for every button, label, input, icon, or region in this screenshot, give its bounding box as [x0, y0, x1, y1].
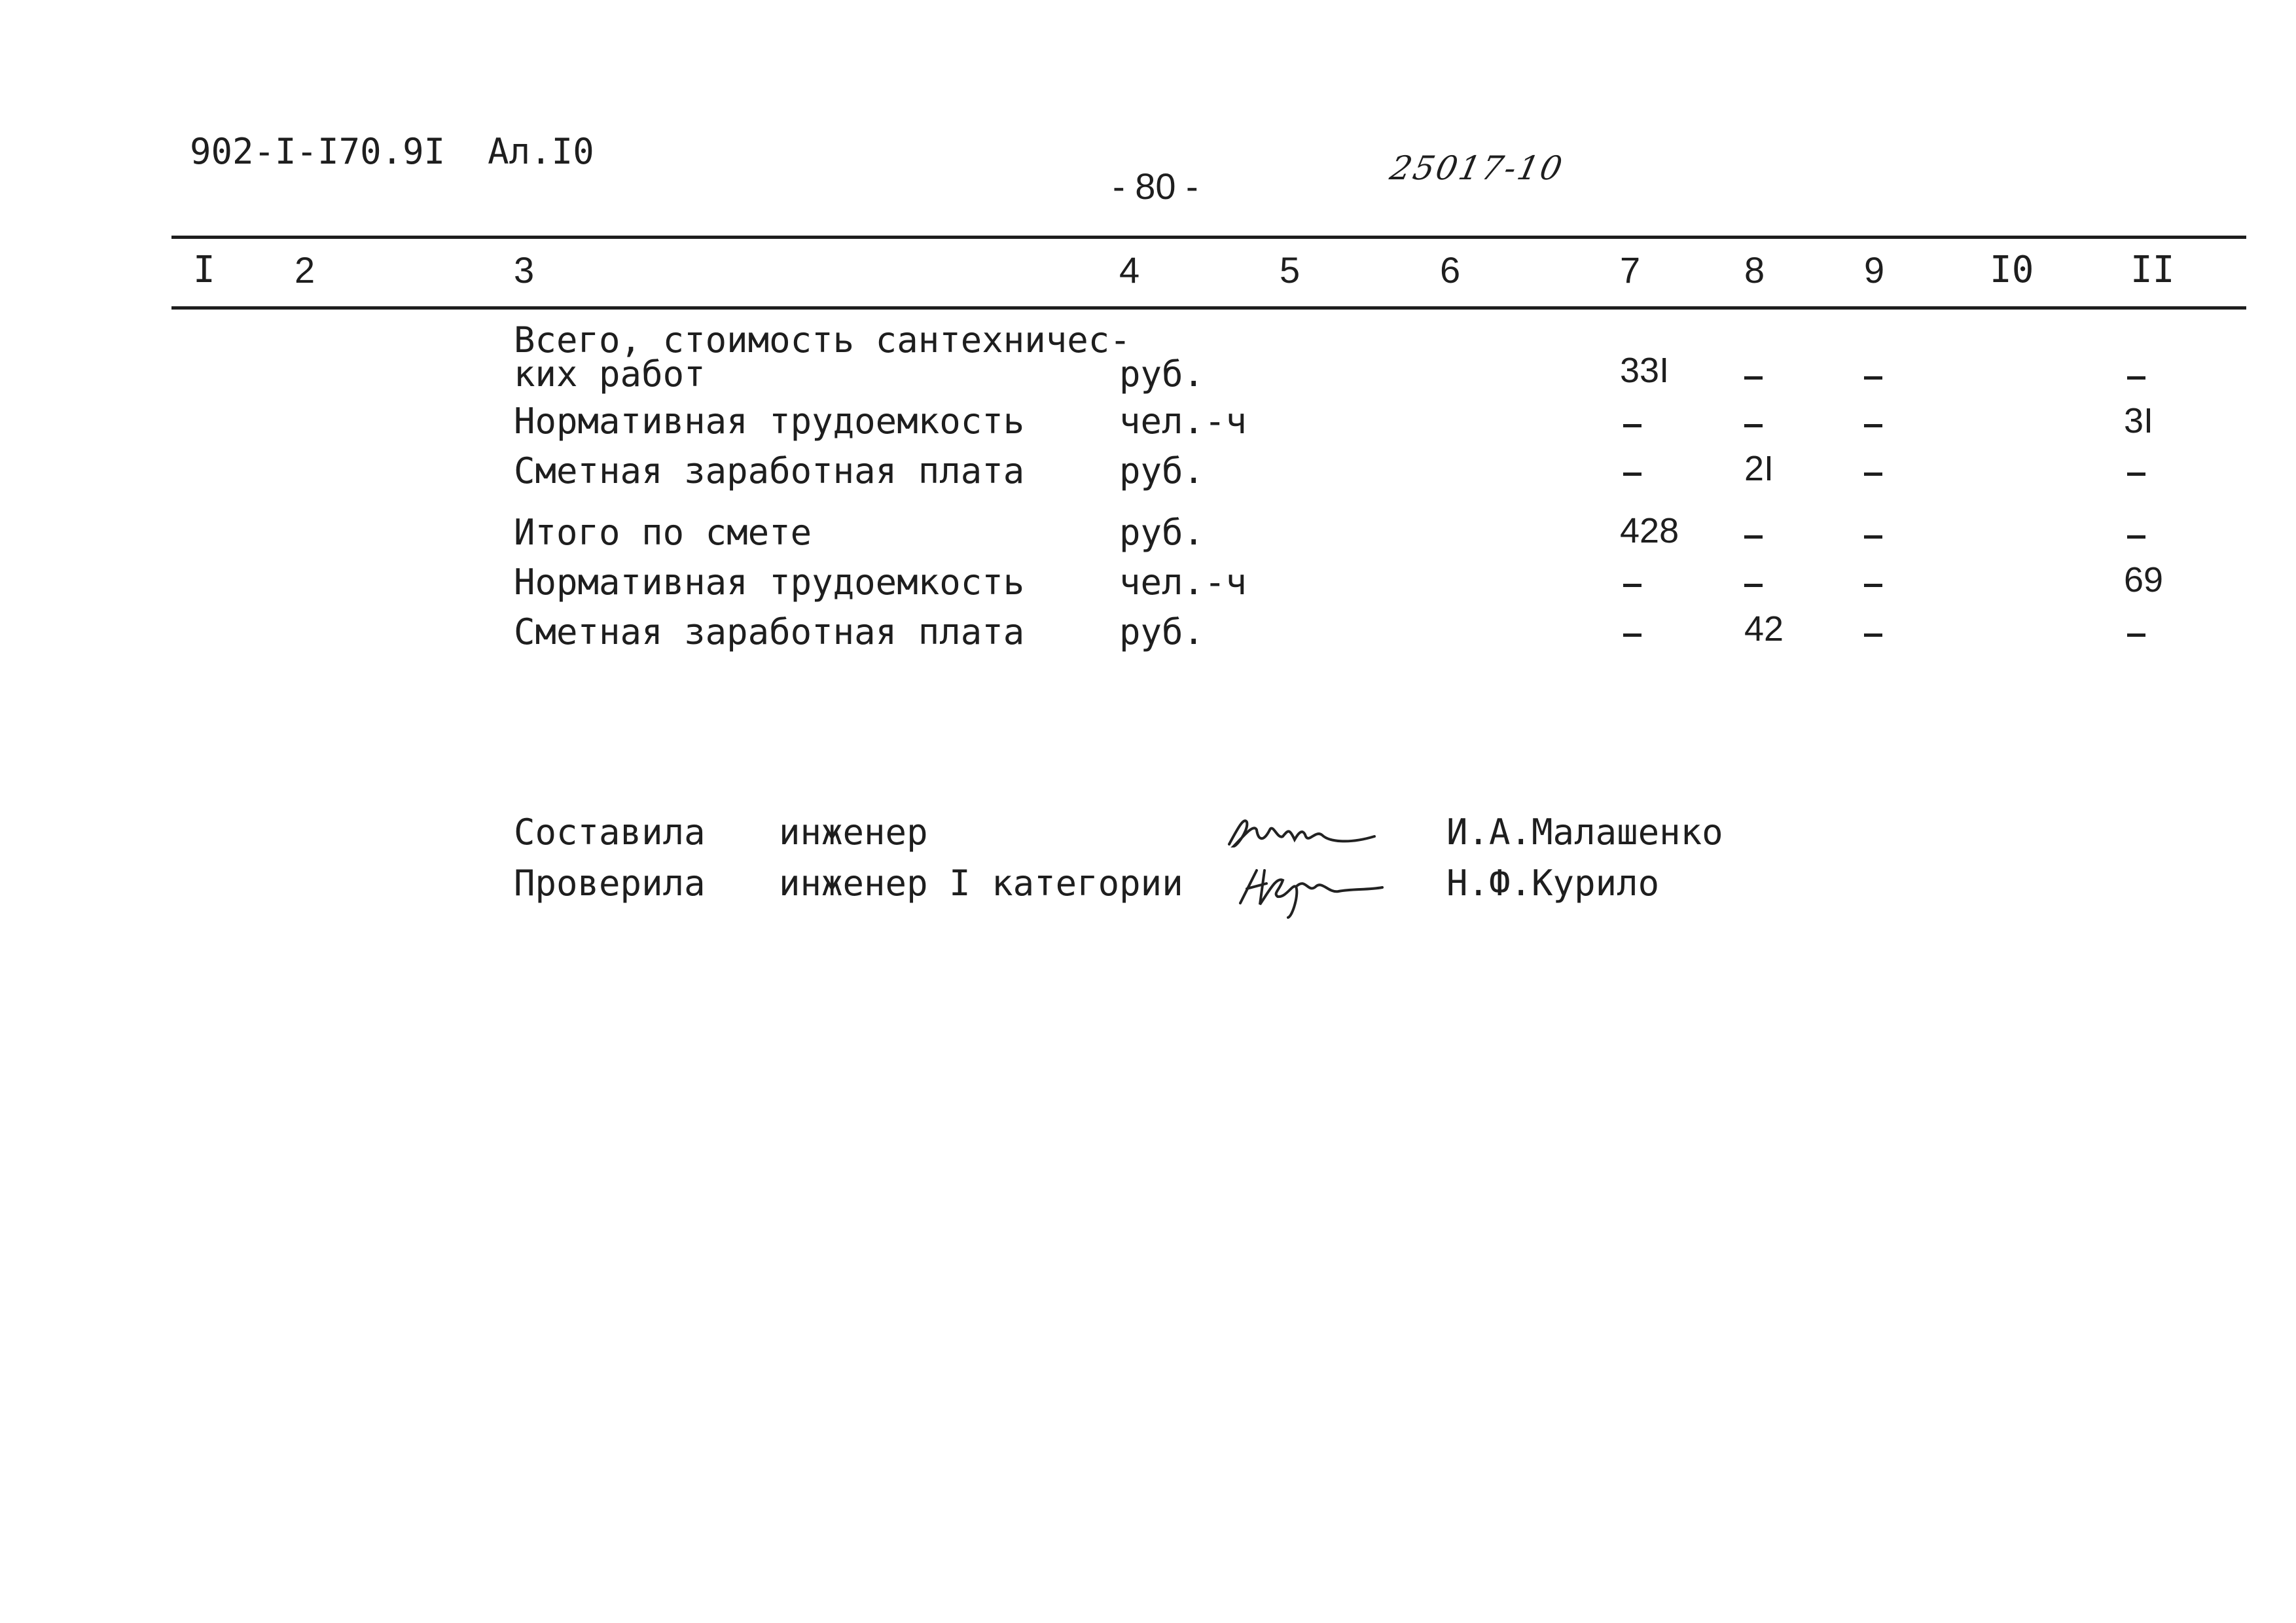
signature-1-position: инженер: [779, 812, 928, 853]
row-6-col-11-dash: [2127, 633, 2145, 637]
row-5-col-7-dash: [1623, 584, 1641, 587]
column-header-9: 9: [1864, 249, 1885, 291]
row-5-col-8-dash: [1744, 584, 1763, 587]
row-6-col-7-dash: [1623, 633, 1641, 637]
column-header-8: 8: [1744, 249, 1765, 291]
column-header-1: I: [193, 249, 215, 291]
row-3-col-11-dash: [2127, 473, 2145, 476]
row-1-unit: руб.: [1119, 353, 1205, 395]
row-2-col-9-dash: [1864, 424, 1882, 427]
row-4-unit: руб.: [1119, 512, 1205, 553]
row-3-col-9-dash: [1864, 473, 1882, 476]
column-header-3: 3: [514, 249, 535, 291]
row-3-col-8: 2I: [1744, 449, 1774, 488]
column-header-11: II: [2130, 249, 2175, 291]
signature-1-role: Составила: [514, 812, 706, 853]
row-1-col-7: 33I: [1620, 351, 1670, 390]
row-3-col-7-dash: [1623, 473, 1641, 476]
row-2-label: Нормативная трудоемкость: [514, 401, 1025, 442]
row-6-col-9-dash: [1864, 633, 1882, 637]
row-5-col-9-dash: [1864, 584, 1882, 587]
row-4-col-11-dash: [2127, 535, 2145, 539]
row-4-col-9-dash: [1864, 535, 1882, 539]
page-number: - 80 -: [1113, 166, 1198, 207]
row-5-col-11: 69: [2124, 560, 2164, 599]
column-header-5: 5: [1280, 249, 1300, 291]
signature-2-role: Проверила: [514, 863, 706, 904]
row-4-col-7: 428: [1620, 511, 1679, 550]
table-top-rule: [171, 236, 2246, 239]
row-2-col-11: 3I: [2124, 401, 2154, 440]
row-1-col-11-dash: [2127, 376, 2145, 380]
signature-2-position: инженер I категории: [779, 863, 1183, 904]
column-header-2: 2: [295, 249, 315, 291]
row-4-col-8-dash: [1744, 535, 1763, 539]
column-header-10: I0: [1990, 249, 2034, 291]
signature-2-name: Н.Ф.Курило: [1446, 863, 1660, 904]
row-2-col-8-dash: [1744, 424, 1763, 427]
row-6-unit: руб.: [1119, 611, 1205, 652]
row-5-label: Нормативная трудоемкость: [514, 562, 1025, 603]
table-header-rule: [171, 306, 2246, 310]
signature-2-handwritten: [1230, 857, 1388, 923]
row-1-label-line-1: Всего, стоимость сантехничес-: [514, 319, 1131, 361]
signature-1-handwritten: [1217, 810, 1381, 856]
document-code: 902-I-I70.9I Ал.I0: [190, 131, 594, 172]
row-5-unit: чел.-ч: [1119, 562, 1247, 603]
row-4-label: Итого по смете: [514, 512, 812, 553]
row-3-unit: руб.: [1119, 450, 1205, 491]
column-header-4: 4: [1119, 249, 1140, 291]
row-6-label: Сметная заработная плата: [514, 611, 1025, 652]
handwritten-document-number: 25017-10: [1386, 149, 1568, 187]
column-header-6: 6: [1440, 249, 1461, 291]
row-6-col-8: 42: [1744, 609, 1784, 649]
row-1-col-9-dash: [1864, 376, 1882, 380]
row-3-label: Сметная заработная плата: [514, 450, 1025, 491]
row-2-unit: чел.-ч: [1119, 401, 1247, 442]
column-header-7: 7: [1620, 249, 1641, 291]
row-1-col-8-dash: [1744, 376, 1763, 380]
signature-1-name: И.А.Малашенко: [1446, 812, 1723, 853]
row-1-label-line-2: ких работ: [514, 353, 706, 395]
row-2-col-7-dash: [1623, 424, 1641, 427]
